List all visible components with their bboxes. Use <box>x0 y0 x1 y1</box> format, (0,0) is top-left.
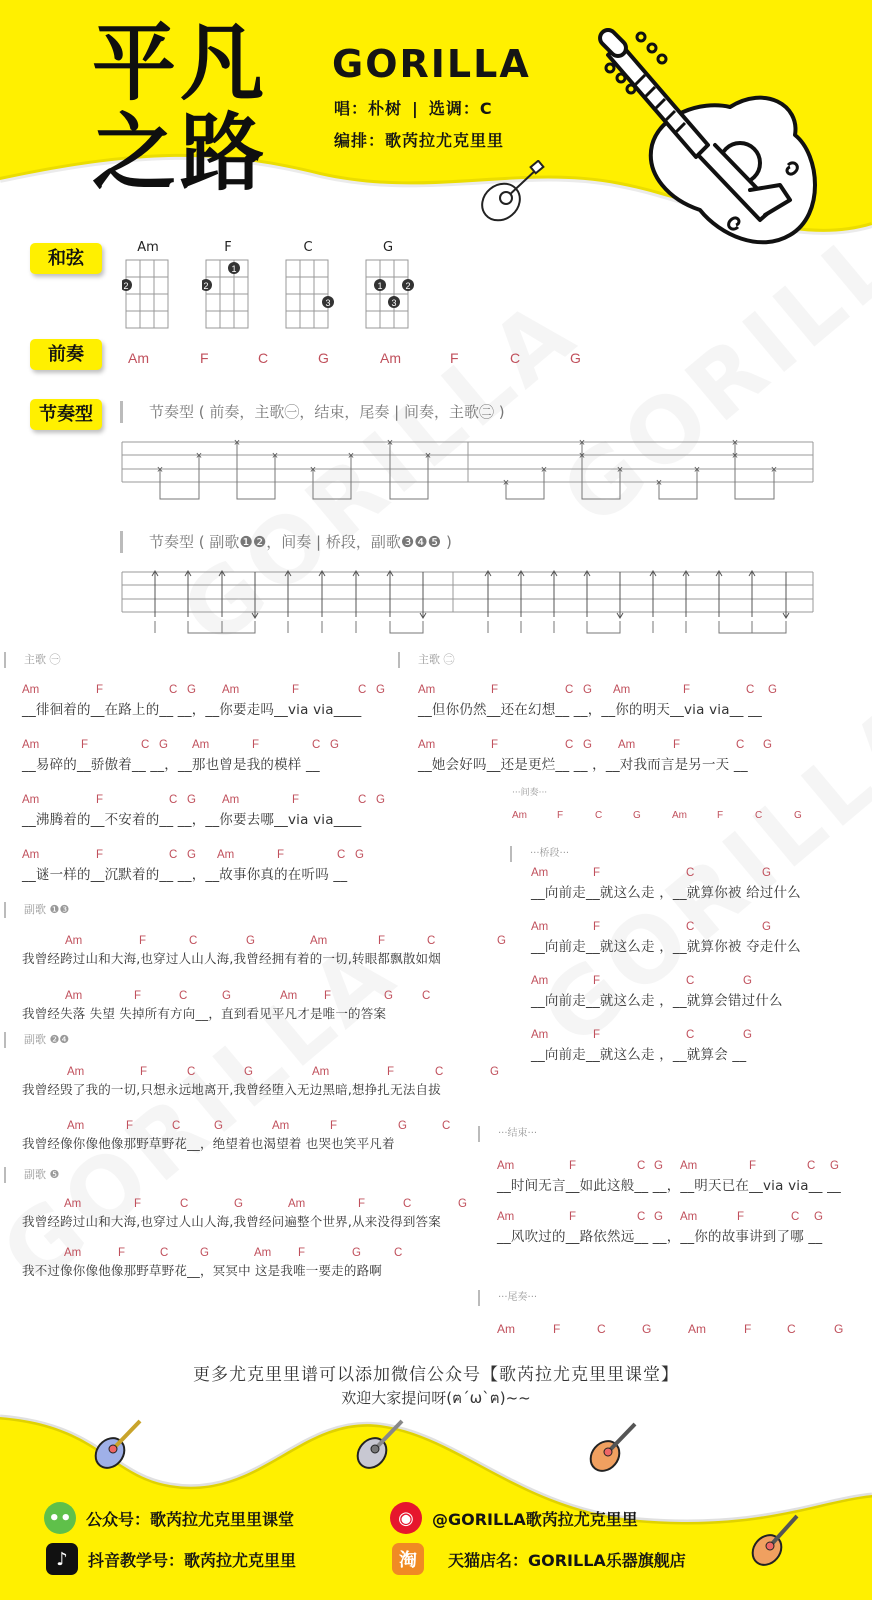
chord: C <box>403 1198 412 1210</box>
chord: Am <box>672 810 687 821</box>
chord: Am <box>128 350 149 366</box>
chord: Am <box>497 1211 515 1223</box>
lyric-text: __她会好吗__还是更烂__ __ ，__对我而言是另一天 __ <box>418 757 748 773</box>
douyin-icon: ♪ <box>46 1543 78 1575</box>
chord: G <box>834 1322 844 1336</box>
lyric-text: __向前走__就这么走 ，__就算你被 给过什么 <box>531 885 801 901</box>
svg-text:×: × <box>540 464 548 476</box>
chord: C <box>169 794 178 806</box>
lyric-text: __向前走__就这么走 ，__就算你被 夺走什么 <box>531 939 801 955</box>
chord: F <box>593 975 601 987</box>
svg-text:2: 2 <box>405 281 411 291</box>
chord: Am <box>22 849 40 861</box>
svg-text:×: × <box>424 450 432 462</box>
chord: Am <box>680 1160 698 1172</box>
chord-row <box>418 739 772 753</box>
chord: C <box>686 921 695 933</box>
chord: C <box>160 1247 169 1259</box>
chord: G <box>187 794 196 806</box>
key-label: 选调：C <box>428 99 493 118</box>
lyric-text: __谜一样的__沉默着的__ __，__故事你真的在听吗 __ <box>22 867 348 883</box>
tmall-label: 天猫店名：GORILLA乐器旗舰店 <box>448 1550 686 1570</box>
lyric-line <box>22 990 431 1022</box>
chord: G <box>355 849 364 861</box>
chord: Am <box>680 1211 698 1223</box>
lyric-text: 我不过像你像他像那野草野花__，冥冥中 这是我唯一要走的路啊 <box>22 1263 382 1278</box>
chord: Am <box>613 684 631 696</box>
chord: G <box>200 1247 209 1259</box>
section-label-bridge: ···桥段··· <box>510 846 569 862</box>
section-label-chorus-5: 副歌 ❺ <box>4 1167 59 1183</box>
svg-text:2: 2 <box>203 281 209 291</box>
footer-greeting: 欢迎大家提问呀(ฅ´ω`ฅ)~~ <box>341 1389 531 1407</box>
lyric-line <box>22 1120 451 1152</box>
chord: F <box>593 1029 601 1041</box>
chord-row <box>418 684 777 698</box>
chord: Am <box>64 1198 82 1210</box>
ukulele-icon <box>745 1510 805 1572</box>
outro-chords <box>497 1322 857 1338</box>
chord: F <box>378 935 386 947</box>
chord: C <box>422 990 431 1002</box>
section-label-verse-1: 主歌 ㊀ <box>4 652 61 668</box>
chord: Am <box>312 1066 330 1078</box>
ukulele-icon <box>88 1415 148 1475</box>
chord-row <box>22 739 339 753</box>
chord: C <box>172 1120 181 1132</box>
svg-text:1: 1 <box>231 264 237 274</box>
chord: C <box>189 935 198 947</box>
chord: G <box>794 810 802 821</box>
svg-text:1: 1 <box>377 281 383 291</box>
svg-text:×: × <box>156 464 164 476</box>
chord-row <box>22 794 385 808</box>
lyric-line <box>22 684 385 718</box>
chord-row <box>22 990 431 1004</box>
lyric-text: 我曾经失落 失望 失掉所有方向__，直到看见平凡才是唯一的答案 <box>22 1006 387 1021</box>
chord: G <box>376 684 385 696</box>
lyric-text: __易碎的__骄傲着__ __，__那也曾是我的模样 __ <box>22 757 320 773</box>
chord: G <box>743 1029 752 1041</box>
section-label-interlude: ···间奏··· <box>512 788 548 798</box>
chord: C <box>637 1211 646 1223</box>
chord: C <box>312 739 321 751</box>
chord: G <box>768 684 777 696</box>
lyric-line <box>22 1247 403 1279</box>
lyric-text: __向前走__就这么走 ，__就算会错过什么 <box>531 993 783 1009</box>
chord: F <box>491 684 499 696</box>
chord: G <box>214 1120 223 1132</box>
section-tag-chords: 和弦 <box>30 243 102 274</box>
rhythm-pattern-2 <box>120 567 815 639</box>
lyric-line <box>22 935 506 967</box>
chord: Am <box>65 935 83 947</box>
chord: C <box>169 849 178 861</box>
chord: C <box>442 1120 451 1132</box>
chord: G <box>762 867 771 879</box>
chord: G <box>234 1198 243 1210</box>
chord: C <box>686 975 695 987</box>
section-label-ending: ···结束··· <box>478 1126 537 1142</box>
svg-text:×: × <box>271 450 279 462</box>
chord: C <box>686 1029 695 1041</box>
chord: C <box>746 684 755 696</box>
chord: G <box>583 739 592 751</box>
ukulele-icon <box>476 160 546 225</box>
chord-row <box>531 975 783 989</box>
chord: G <box>490 1066 499 1078</box>
chord: C <box>169 684 178 696</box>
chord: F <box>96 849 104 861</box>
chord: Am <box>254 1247 272 1259</box>
chord: C <box>807 1160 816 1172</box>
fretboard <box>282 258 334 330</box>
chord: C <box>510 350 521 366</box>
chord-row <box>531 921 801 935</box>
chord: C <box>597 1322 606 1336</box>
ukulele-icon <box>350 1415 410 1475</box>
lyric-line <box>497 1160 841 1194</box>
chord: Am <box>64 1247 82 1259</box>
lyric-text: __时间无言__如此这般__ __，__明天已在__via via__ __ <box>497 1178 841 1194</box>
chord: C <box>337 849 346 861</box>
lyric-line <box>418 739 772 773</box>
chord: G <box>763 739 772 751</box>
rhythm-pattern-1-title: 节奏型 ( 前奏，主歌㊀，结束，尾奏 | 间奏，主歌㊁ ) <box>120 401 505 423</box>
lyric-line <box>22 849 364 883</box>
chord: F <box>569 1211 577 1223</box>
chord-row <box>22 935 506 949</box>
chord: G <box>814 1211 823 1223</box>
chord: F <box>749 1160 757 1172</box>
chord: F <box>717 810 724 821</box>
svg-text:×: × <box>578 450 586 462</box>
svg-text:×: × <box>195 450 203 462</box>
chord-row <box>531 1029 752 1043</box>
chord: C <box>358 684 367 696</box>
chord-row <box>22 1247 403 1261</box>
chord: Am <box>22 684 40 696</box>
chord: C <box>180 1198 189 1210</box>
chord: F <box>252 739 260 751</box>
chord: G <box>330 739 339 751</box>
chord-row <box>22 849 364 863</box>
lyric-line <box>418 684 777 718</box>
chord: F <box>553 1322 561 1336</box>
chord: C <box>595 810 603 821</box>
chord: F <box>491 739 499 751</box>
weibo-label: @GORILLA歌芮拉尤克里里 <box>432 1509 638 1529</box>
svg-text:×: × <box>386 437 394 449</box>
chord: C <box>187 1066 196 1078</box>
chord: Am <box>688 1322 706 1336</box>
chord: Am <box>217 849 235 861</box>
chord: Am <box>222 684 240 696</box>
chord: Am <box>67 1120 85 1132</box>
chord: G <box>187 849 196 861</box>
lyric-line <box>22 1066 499 1098</box>
chord: F <box>140 1066 148 1078</box>
chord: G <box>352 1247 361 1259</box>
interlude-chords <box>512 810 832 824</box>
chord: C <box>179 990 188 1002</box>
section-label-chorus-2-4: 副歌 ❷❹ <box>4 1032 69 1048</box>
chord-diagram-g <box>362 240 414 330</box>
lyric-text: 我曾经毁了我的一切,只想永远地离开,我曾经堕入无边黑暗,想挣扎无法自拔 <box>22 1082 441 1097</box>
rhythm-pattern-2-title: 节奏型 ( 副歌❶❷，间奏 | 桥段，副歌❸❹❺ ) <box>120 531 452 553</box>
chord: Am <box>497 1322 515 1336</box>
chord-row <box>22 1120 451 1134</box>
lyric-text: __徘徊着的__在路上的__ __，__你要走吗__via via____ <box>22 702 362 718</box>
chord: G <box>398 1120 407 1132</box>
svg-text:×: × <box>693 464 701 476</box>
lyric-text: 我曾经跨过山和大海,也穿过人山人海,我曾经拥有着的一切,转眼都飘散如烟 <box>22 951 441 966</box>
weibo-icon: ◉ <box>390 1502 422 1534</box>
chord: F <box>292 794 300 806</box>
wechat-label: 公众号：歌芮拉尤克里里课堂 <box>86 1509 295 1529</box>
chord: G <box>570 350 581 366</box>
chord: F <box>330 1120 338 1132</box>
chord: G <box>654 1211 663 1223</box>
svg-text:×: × <box>616 464 624 476</box>
chord-name: F <box>224 240 232 255</box>
chord: Am <box>531 921 549 933</box>
lyric-line <box>531 975 783 1009</box>
fretboard <box>202 258 254 330</box>
chord: Am <box>288 1198 306 1210</box>
chord: Am <box>310 935 328 947</box>
footer-note: 更多尤克里里谱可以添加微信公众号【歌芮拉尤克里里课堂】 <box>193 1365 679 1385</box>
chord-row <box>22 684 385 698</box>
chord: G <box>830 1160 839 1172</box>
chord: Am <box>512 810 527 821</box>
chord: G <box>244 1066 253 1078</box>
brand-logo: GORILLA <box>332 42 531 86</box>
chord: Am <box>380 350 401 366</box>
douyin-label: 抖音教学号：歌芮拉尤克里里 <box>88 1550 297 1570</box>
chord: F <box>126 1120 134 1132</box>
chord: G <box>762 921 771 933</box>
lyric-line <box>531 867 801 901</box>
section-tag-intro: 前奏 <box>30 339 102 370</box>
chord-row <box>497 1160 841 1174</box>
svg-text:×: × <box>770 464 778 476</box>
chord: F <box>96 684 104 696</box>
chord: F <box>298 1247 306 1259</box>
ukulele-icon <box>583 1418 643 1478</box>
chord-row <box>22 1198 467 1212</box>
svg-text:×: × <box>655 477 663 489</box>
weibo-account <box>390 1502 638 1534</box>
chord: G <box>642 1322 652 1336</box>
chord: Am <box>22 739 40 751</box>
singer-label: 唱：朴树 <box>334 99 403 118</box>
chord: F <box>737 1211 745 1223</box>
chord-row <box>22 1066 499 1080</box>
chord: G <box>318 350 329 366</box>
svg-text:×: × <box>309 464 317 476</box>
chord: Am <box>222 794 240 806</box>
chord: F <box>593 867 601 879</box>
chord: C <box>637 1160 646 1172</box>
chord: F <box>139 935 147 947</box>
chord: G <box>222 990 231 1002</box>
chord-diagram-c <box>282 240 334 330</box>
chord-diagram-f <box>202 240 254 330</box>
lyric-text: 我曾经像你像他像那野草野花__，绝望着也渴望着 也哭也笑平凡着 <box>22 1136 395 1151</box>
chord: Am <box>65 990 83 1002</box>
chord: C <box>686 867 695 879</box>
chord-name: C <box>303 240 313 255</box>
section-label-outro: ···尾奏··· <box>478 1290 537 1306</box>
chord: Am <box>618 739 636 751</box>
title-line-2: 之路 <box>92 104 269 202</box>
chord: F <box>683 684 691 696</box>
chord: F <box>358 1198 366 1210</box>
chord: G <box>497 935 506 947</box>
chord: Am <box>497 1160 515 1172</box>
svg-text:3: 3 <box>325 298 331 308</box>
chord: Am <box>272 1120 290 1132</box>
chord: F <box>557 810 564 821</box>
svg-text:×: × <box>731 450 739 462</box>
chord: F <box>673 739 681 751</box>
chord: G <box>743 975 752 987</box>
wechat-icon: •• <box>44 1502 76 1534</box>
lyric-text: 我曾经跨过山和大海,也穿过人山人海,我曾经问遍整个世界,从来没得到答案 <box>22 1214 441 1229</box>
song-meta <box>334 96 493 119</box>
chord: C <box>427 935 436 947</box>
chord: Am <box>192 739 210 751</box>
chord-row <box>531 867 801 881</box>
chord-row <box>497 1211 822 1225</box>
chord: C <box>435 1066 444 1078</box>
rhythm-pattern-1 <box>120 437 815 507</box>
chord: F <box>96 794 104 806</box>
tmall-store <box>392 1543 686 1575</box>
wechat-account <box>44 1502 294 1534</box>
svg-text:×: × <box>731 437 739 449</box>
svg-text:×: × <box>233 437 241 449</box>
chord: C <box>141 739 150 751</box>
svg-text:2: 2 <box>123 281 129 291</box>
chord: C <box>755 810 763 821</box>
section-label-chorus-1-3: 副歌 ❶❸ <box>4 902 69 918</box>
chord: G <box>654 1160 663 1172</box>
chord: Am <box>531 975 549 987</box>
chord: F <box>200 350 209 366</box>
chord: C <box>258 350 269 366</box>
douyin-account <box>46 1543 296 1575</box>
svg-text:3: 3 <box>391 298 397 308</box>
chord: Am <box>418 739 436 751</box>
chord-name: G <box>382 240 394 255</box>
arranger-label: 编排：歌芮拉尤克里里 <box>334 131 505 150</box>
lyric-line <box>531 1029 752 1063</box>
lyric-line <box>531 921 801 955</box>
chord: F <box>387 1066 395 1078</box>
chord: G <box>583 684 592 696</box>
chord-diagram-am <box>122 240 174 330</box>
lyric-text: __但你仍然__还在幻想__ __，__你的明天__via via__ __ <box>418 702 762 718</box>
chord: Am <box>531 1029 549 1041</box>
chord: F <box>118 1247 126 1259</box>
chord: G <box>384 990 393 1002</box>
fretboard <box>122 258 174 330</box>
chord: F <box>569 1160 577 1172</box>
lyric-text: __沸腾着的__不安着的__ __，__你要去哪__via via____ <box>22 812 362 828</box>
divider: | <box>412 99 419 118</box>
fretboard <box>362 258 414 330</box>
section-label-verse-2: 主歌 ㊁ <box>398 652 455 668</box>
chord: F <box>134 990 142 1002</box>
svg-text:×: × <box>578 437 586 449</box>
chord: F <box>593 921 601 933</box>
song-title <box>92 14 282 202</box>
chord: C <box>394 1247 403 1259</box>
svg-text:×: × <box>347 450 355 462</box>
chord: F <box>324 990 332 1002</box>
lyric-line <box>497 1211 822 1245</box>
chord: F <box>292 684 300 696</box>
chord: Am <box>67 1066 85 1078</box>
svg-text:×: × <box>502 477 510 489</box>
chord: Am <box>418 684 436 696</box>
chord: Am <box>280 990 298 1002</box>
chord: C <box>565 739 574 751</box>
taobao-icon: 淘 <box>392 1543 424 1575</box>
chord: G <box>159 739 168 751</box>
chord: F <box>277 849 285 861</box>
chord: G <box>187 684 196 696</box>
chord: G <box>633 810 641 821</box>
lyric-text: __风吹过的__路依然远__ __，__你的故事讲到了哪 __ <box>497 1229 823 1245</box>
chord: F <box>744 1322 752 1336</box>
chord: C <box>791 1211 800 1223</box>
chord: C <box>736 739 745 751</box>
chord: F <box>450 350 459 366</box>
chord: C <box>358 794 367 806</box>
guitar-icon <box>590 15 830 250</box>
chord: C <box>565 684 574 696</box>
chord-name: Am <box>137 240 159 255</box>
section-tag-rhythm: 节奏型 <box>30 399 102 430</box>
chord: G <box>376 794 385 806</box>
lyric-line <box>22 794 385 828</box>
chord: F <box>81 739 89 751</box>
title-line-1: 平凡 <box>92 14 269 112</box>
chord: C <box>787 1322 796 1336</box>
chord: Am <box>531 867 549 879</box>
lyric-text: __向前走__就这么走 ，__就算会 __ <box>531 1047 747 1063</box>
chord: G <box>246 935 255 947</box>
chord: F <box>134 1198 142 1210</box>
lyric-line <box>22 1198 467 1230</box>
lyric-line <box>22 739 339 773</box>
chord: Am <box>22 794 40 806</box>
chord: G <box>458 1198 467 1210</box>
